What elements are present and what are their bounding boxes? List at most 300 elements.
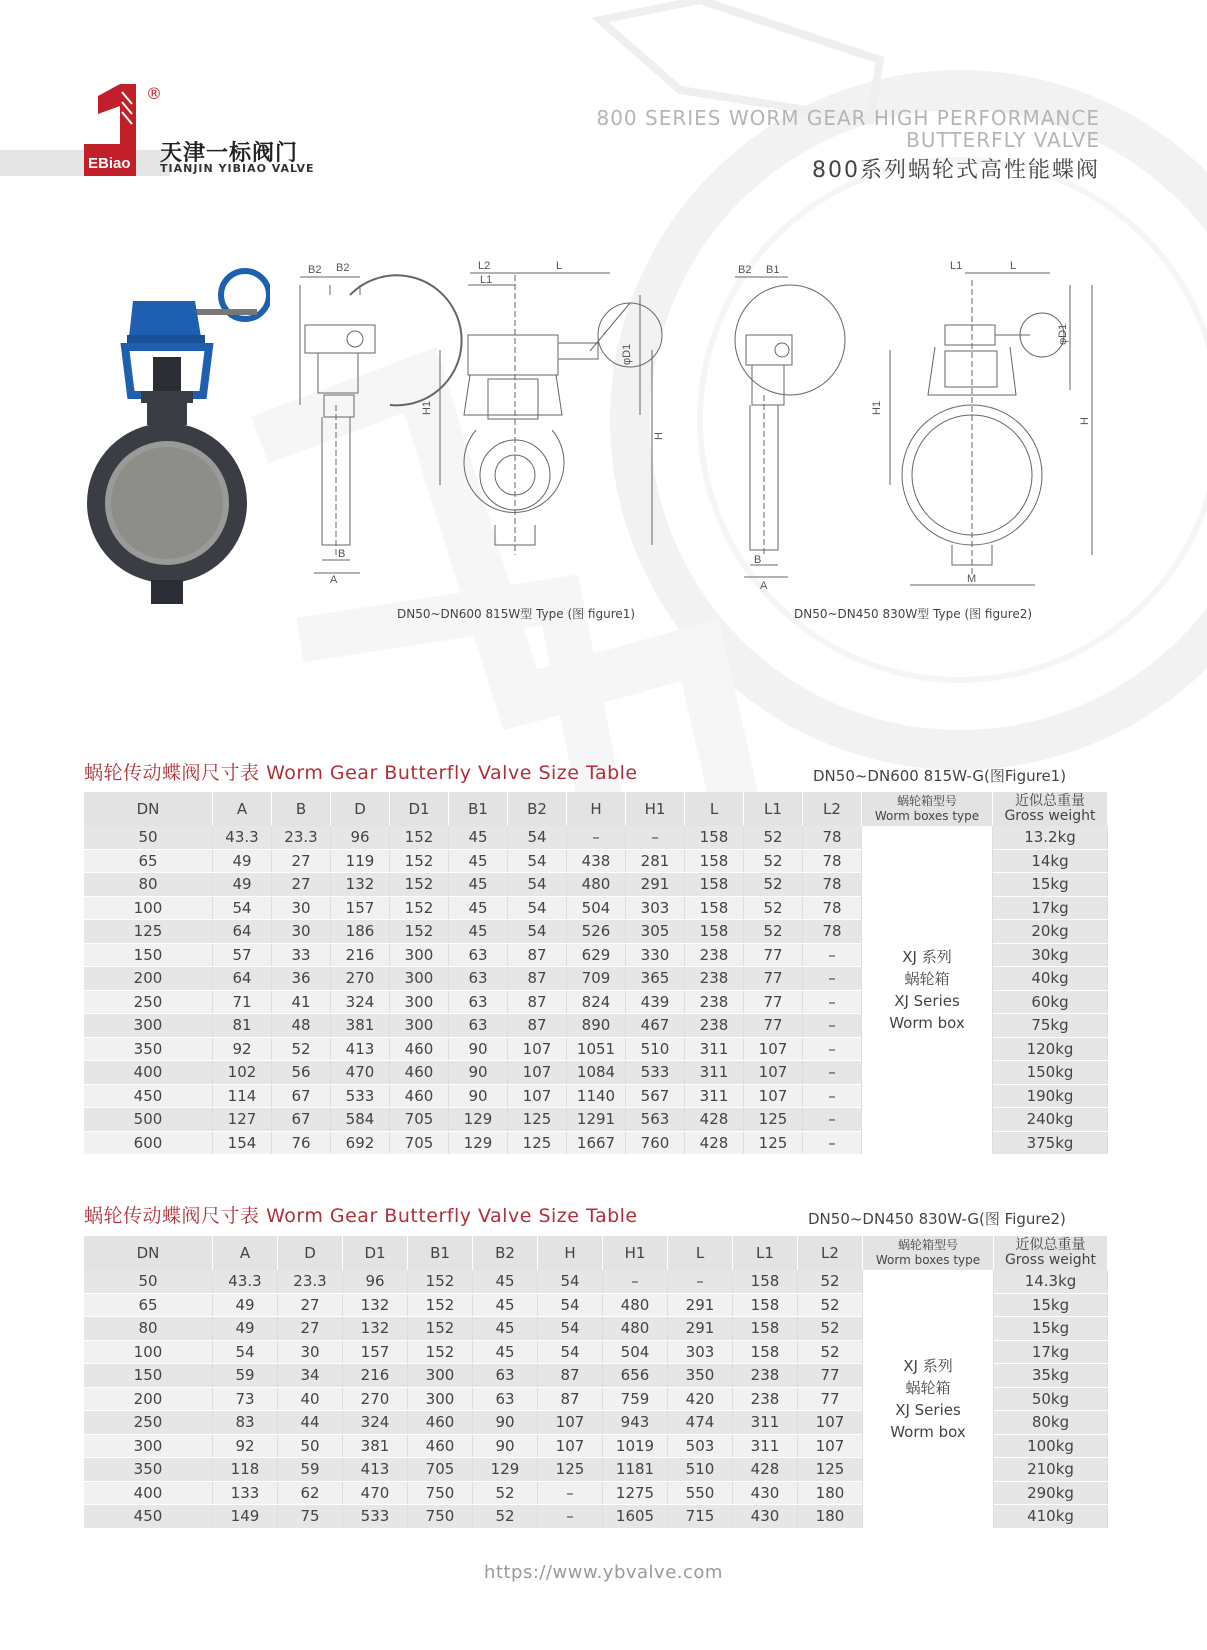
- table-cell: 381: [343, 1434, 408, 1458]
- table-cell: 291: [626, 873, 685, 897]
- weight-header-en: Gross weight: [1004, 808, 1096, 824]
- table-cell: 92: [213, 1434, 278, 1458]
- table-cell: 87: [538, 1364, 603, 1388]
- table-cell: 311: [733, 1434, 798, 1458]
- column-header: A: [213, 1236, 278, 1270]
- table-cell: 1181: [603, 1458, 668, 1482]
- column-header: DN: [84, 1236, 213, 1270]
- table-cell: 49: [213, 1293, 278, 1317]
- table-cell: 629: [567, 943, 626, 967]
- table-cell: 510: [626, 1037, 685, 1061]
- table-cell: 92: [213, 1037, 272, 1061]
- gross-weight-cell: 35kg: [994, 1364, 1108, 1388]
- table-cell: 1667: [567, 1131, 626, 1155]
- table-cell: 705: [390, 1108, 449, 1132]
- table-cell: 584: [331, 1108, 390, 1132]
- column-header: B1: [408, 1236, 473, 1270]
- company-name-cn: 天津一标阀门: [160, 141, 299, 166]
- table-cell: 300: [408, 1387, 473, 1411]
- gearbox-type-line: XJ Series: [895, 1400, 961, 1419]
- table-cell: 303: [668, 1340, 733, 1364]
- table-cell: 87: [508, 1014, 567, 1038]
- gross-weight-cell: 410kg: [994, 1505, 1108, 1529]
- table-cell: 430: [733, 1481, 798, 1505]
- table-cell: 460: [390, 1061, 449, 1085]
- table-cell: 311: [685, 1061, 744, 1085]
- table-cell: 80: [84, 873, 213, 897]
- logo-wordmark: EBiao: [88, 155, 131, 172]
- table-cell: 107: [508, 1084, 567, 1108]
- table-cell: 200: [84, 1387, 213, 1411]
- table-cell: 76: [272, 1131, 331, 1155]
- fig2-label-l: L: [1010, 260, 1017, 272]
- table-cell: –: [803, 1131, 862, 1155]
- fig2-label-b: B: [754, 554, 762, 566]
- table-cell: 430: [733, 1505, 798, 1529]
- table-cell: 890: [567, 1014, 626, 1038]
- table-cell: 52: [473, 1481, 538, 1505]
- table-cell: –: [803, 1108, 862, 1132]
- table-cell: 216: [331, 943, 390, 967]
- column-header: H1: [603, 1236, 668, 1270]
- table-cell: –: [803, 1061, 862, 1085]
- table-cell: 480: [603, 1293, 668, 1317]
- table-cell: 460: [390, 1084, 449, 1108]
- table-cell: 90: [449, 1084, 508, 1108]
- table-cell: 78: [803, 826, 862, 849]
- table-cell: 125: [508, 1131, 567, 1155]
- table-cell: 83: [213, 1411, 278, 1435]
- gross-weight-cell: 20kg: [993, 920, 1108, 944]
- table-cell: 125: [508, 1108, 567, 1132]
- valve-product-photo: [85, 265, 270, 620]
- table-cell: 503: [668, 1434, 733, 1458]
- table-cell: 54: [538, 1270, 603, 1293]
- table2-title: [84, 1201, 638, 1228]
- gross-weight-cell: 15kg: [994, 1317, 1108, 1341]
- table-cell: 54: [508, 896, 567, 920]
- column-header: A: [213, 792, 272, 826]
- table-cell: 158: [733, 1270, 798, 1293]
- table-cell: 300: [390, 967, 449, 991]
- table-cell: 413: [331, 1037, 390, 1061]
- table-cell: 127: [213, 1108, 272, 1132]
- table-cell: 36: [272, 967, 331, 991]
- table-cell: 600: [84, 1131, 213, 1155]
- gearbox-type-line: 蜗轮箱: [905, 1378, 951, 1397]
- table-cell: 152: [408, 1270, 473, 1293]
- table-cell: –: [803, 1084, 862, 1108]
- table-cell: 59: [213, 1364, 278, 1388]
- table-cell: 533: [626, 1061, 685, 1085]
- table-cell: 474: [668, 1411, 733, 1435]
- table-cell: 107: [744, 1061, 803, 1085]
- page-title-en-line2: BUTTERFLY VALVE: [906, 128, 1100, 152]
- table-cell: 30: [272, 896, 331, 920]
- table-cell: 54: [508, 826, 567, 849]
- table-cell: 150: [84, 1364, 213, 1388]
- table-cell: 81: [213, 1014, 272, 1038]
- table-cell: 311: [685, 1037, 744, 1061]
- column-header: B1: [449, 792, 508, 826]
- table-cell: 27: [278, 1317, 343, 1341]
- gearbox-header-cn: 蜗轮箱型号: [896, 794, 957, 808]
- table-cell: 152: [390, 849, 449, 873]
- gearbox-type-line: XJ Series: [894, 992, 960, 1010]
- gross-weight-cell: 14.3kg: [994, 1270, 1108, 1293]
- gross-weight-cell: 14kg: [993, 849, 1108, 873]
- table-cell: –: [567, 826, 626, 849]
- gross-weight-cell: 17kg: [994, 1340, 1108, 1364]
- table-cell: 311: [685, 1084, 744, 1108]
- table-cell: 1051: [567, 1037, 626, 1061]
- table-cell: 50: [84, 1270, 213, 1293]
- fig1-label-d1: φD1: [621, 343, 633, 365]
- table-cell: 413: [343, 1458, 408, 1482]
- table-cell: –: [538, 1481, 603, 1505]
- table-row: [84, 1270, 1108, 1293]
- table-cell: 50: [84, 826, 213, 849]
- table-cell: 67: [272, 1084, 331, 1108]
- table-cell: 300: [390, 990, 449, 1014]
- table-cell: 428: [685, 1131, 744, 1155]
- column-header: B2: [473, 1236, 538, 1270]
- table-cell: 34: [278, 1364, 343, 1388]
- table-cell: 54: [538, 1340, 603, 1364]
- table-cell: 64: [213, 967, 272, 991]
- page-title-cn: 800系列蜗轮式高性能蝶阀: [812, 158, 1100, 183]
- table-cell: –: [626, 826, 685, 849]
- fig2-label-b2: B2: [738, 264, 752, 276]
- table-cell: 125: [744, 1131, 803, 1155]
- table-cell: 504: [567, 896, 626, 920]
- table-cell: 450: [84, 1084, 213, 1108]
- table-cell: 52: [798, 1293, 863, 1317]
- gross-weight-cell: 13.2kg: [993, 826, 1108, 849]
- table-cell: 656: [603, 1364, 668, 1388]
- table-cell: 300: [390, 943, 449, 967]
- table-cell: 52: [798, 1317, 863, 1341]
- table-cell: 30: [272, 920, 331, 944]
- table-cell: 96: [331, 826, 390, 849]
- table-cell: –: [803, 943, 862, 967]
- column-header: L: [685, 792, 744, 826]
- table-cell: 77: [744, 990, 803, 1014]
- table-cell: 550: [668, 1481, 733, 1505]
- table-cell: 311: [733, 1411, 798, 1435]
- table1-subtitle: DN50~DN600 815W-G(图Figure1): [813, 767, 1067, 785]
- table-cell: 63: [473, 1387, 538, 1411]
- table-cell: 107: [798, 1411, 863, 1435]
- table-cell: 439: [626, 990, 685, 1014]
- table-cell: 291: [668, 1317, 733, 1341]
- table-cell: 100: [84, 1340, 213, 1364]
- table-cell: 49: [213, 873, 272, 897]
- gearbox-header-cn: 蜗轮箱型号: [897, 1238, 958, 1252]
- column-header-weight: [993, 792, 1108, 826]
- column-header: L1: [744, 792, 803, 826]
- table-cell: 460: [408, 1434, 473, 1458]
- table-cell: –: [803, 990, 862, 1014]
- table-cell: 54: [538, 1317, 603, 1341]
- table-cell: 90: [449, 1037, 508, 1061]
- table-cell: 158: [733, 1317, 798, 1341]
- table-cell: 43.3: [213, 1270, 278, 1293]
- fig2-label-d1: φD1: [1057, 323, 1069, 345]
- table-cell: 96: [343, 1270, 408, 1293]
- fig2-label-b1: B1: [766, 264, 780, 276]
- gross-weight-cell: 120kg: [993, 1037, 1108, 1061]
- table-cell: 49: [213, 1317, 278, 1341]
- gearbox-type-line: Worm box: [890, 1422, 966, 1441]
- table-cell: 78: [803, 896, 862, 920]
- table-cell: 350: [84, 1458, 213, 1482]
- table-cell: 75: [278, 1505, 343, 1529]
- figure1-drawing: [290, 255, 670, 585]
- table-cell: 27: [272, 849, 331, 873]
- table-cell: 158: [685, 849, 744, 873]
- table-cell: 45: [473, 1270, 538, 1293]
- table-cell: 45: [449, 873, 508, 897]
- registered-mark: ®: [146, 84, 162, 103]
- table-cell: 125: [538, 1458, 603, 1482]
- table-cell: 65: [84, 1293, 213, 1317]
- table-cell: 158: [733, 1293, 798, 1317]
- column-header: D1: [343, 1236, 408, 1270]
- table-cell: 41: [272, 990, 331, 1014]
- table-cell: 467: [626, 1014, 685, 1038]
- weight-header-en: Gross weight: [1004, 1252, 1097, 1268]
- table-cell: 45: [449, 920, 508, 944]
- table-cell: 114: [213, 1084, 272, 1108]
- table-cell: 300: [84, 1434, 213, 1458]
- column-header: D1: [390, 792, 449, 826]
- gearbox-type-cell: [863, 1270, 994, 1528]
- table-cell: 250: [84, 990, 213, 1014]
- table-cell: 480: [567, 873, 626, 897]
- table-cell: 57: [213, 943, 272, 967]
- table-cell: 250: [84, 1411, 213, 1435]
- table-cell: 400: [84, 1481, 213, 1505]
- table-cell: 133: [213, 1481, 278, 1505]
- table-cell: 238: [685, 967, 744, 991]
- column-header: L2: [803, 792, 862, 826]
- table-cell: 238: [685, 943, 744, 967]
- table-cell: 158: [685, 920, 744, 944]
- table-cell: 324: [331, 990, 390, 1014]
- column-header: L: [668, 1236, 733, 1270]
- table-cell: 56: [272, 1061, 331, 1085]
- table-cell: 438: [567, 849, 626, 873]
- fig1-label-a: A: [330, 574, 338, 585]
- figure2-drawing: [730, 255, 1110, 595]
- table-cell: 63: [449, 967, 508, 991]
- fig1-label-l1: L1: [480, 274, 493, 286]
- table-cell: 180: [798, 1505, 863, 1529]
- table-cell: 107: [744, 1037, 803, 1061]
- table-header-row: [84, 1236, 1108, 1270]
- table-cell: 460: [390, 1037, 449, 1061]
- table-cell: 350: [84, 1037, 213, 1061]
- column-header: H1: [626, 792, 685, 826]
- table-cell: 33: [272, 943, 331, 967]
- table-cell: 48: [272, 1014, 331, 1038]
- gross-weight-cell: 50kg: [994, 1387, 1108, 1411]
- gross-weight-cell: 15kg: [994, 1293, 1108, 1317]
- table-cell: 77: [798, 1387, 863, 1411]
- table-cell: 291: [668, 1293, 733, 1317]
- table-cell: 152: [408, 1340, 473, 1364]
- table-cell: 40: [278, 1387, 343, 1411]
- table-cell: 1275: [603, 1481, 668, 1505]
- column-header: D: [331, 792, 390, 826]
- size-table-830w: [84, 1236, 1108, 1529]
- table-cell: 27: [278, 1293, 343, 1317]
- table-cell: 300: [408, 1364, 473, 1388]
- table-cell: 428: [733, 1458, 798, 1482]
- table-cell: 760: [626, 1131, 685, 1155]
- table2-title-cn: 蜗轮传动蝶阀尺寸表: [84, 1205, 260, 1227]
- table-cell: 107: [798, 1434, 863, 1458]
- table-cell: 90: [473, 1411, 538, 1435]
- table-cell: 63: [473, 1364, 538, 1388]
- column-header: H: [538, 1236, 603, 1270]
- table-cell: 943: [603, 1411, 668, 1435]
- column-header-weight: [994, 1236, 1108, 1270]
- table-cell: 1140: [567, 1084, 626, 1108]
- table-cell: 305: [626, 920, 685, 944]
- table-cell: 90: [473, 1434, 538, 1458]
- table-cell: 158: [685, 826, 744, 849]
- table-cell: 270: [331, 967, 390, 991]
- table-cell: –: [603, 1270, 668, 1293]
- table-cell: 45: [473, 1293, 538, 1317]
- table-cell: 125: [744, 1108, 803, 1132]
- column-header: B2: [508, 792, 567, 826]
- size-table-815w: [84, 792, 1108, 1155]
- table-cell: 420: [668, 1387, 733, 1411]
- table-cell: 107: [538, 1411, 603, 1435]
- page-title-en-line1: 800 SERIES WORM GEAR HIGH PERFORMANCE: [596, 106, 1100, 130]
- table-cell: 45: [473, 1340, 538, 1364]
- column-header: L2: [798, 1236, 863, 1270]
- table-cell: 480: [603, 1317, 668, 1341]
- weight-header-cn: 近似总重量: [1015, 1237, 1086, 1253]
- fig2-label-h1: H1: [871, 400, 883, 415]
- table-cell: 63: [449, 990, 508, 1014]
- table-cell: 1605: [603, 1505, 668, 1529]
- table-cell: 715: [668, 1505, 733, 1529]
- table-cell: –: [803, 1037, 862, 1061]
- table-cell: 62: [278, 1481, 343, 1505]
- fig1-label-b: B: [338, 548, 346, 560]
- table-cell: 400: [84, 1061, 213, 1085]
- table-cell: 54: [213, 1340, 278, 1364]
- table-cell: 52: [744, 849, 803, 873]
- table-cell: 129: [449, 1108, 508, 1132]
- table-cell: 129: [449, 1131, 508, 1155]
- table-cell: 52: [272, 1037, 331, 1061]
- gross-weight-cell: 40kg: [993, 967, 1108, 991]
- table-cell: 78: [803, 849, 862, 873]
- table-cell: 54: [213, 896, 272, 920]
- gearbox-header-en: Worm boxes type: [874, 809, 980, 823]
- table-cell: 381: [331, 1014, 390, 1038]
- figure2-caption: DN50~DN450 830W型 Type (图 figure2): [794, 607, 1033, 621]
- table-cell: 709: [567, 967, 626, 991]
- table-cell: 132: [343, 1293, 408, 1317]
- table-cell: 107: [508, 1037, 567, 1061]
- table-cell: 1019: [603, 1434, 668, 1458]
- table-cell: 102: [213, 1061, 272, 1085]
- table1-title-en: Worm Gear Butterfly Valve Size Table: [266, 762, 638, 784]
- table-cell: 77: [744, 943, 803, 967]
- table-cell: 365: [626, 967, 685, 991]
- table-cell: 107: [508, 1061, 567, 1085]
- table-cell: 52: [798, 1270, 863, 1293]
- table-cell: 504: [603, 1340, 668, 1364]
- figure1-caption: DN50~DN600 815W型 Type (图 figure1): [397, 607, 636, 621]
- column-header-gearbox: [862, 792, 993, 826]
- table-cell: 23.3: [278, 1270, 343, 1293]
- table-cell: 157: [343, 1340, 408, 1364]
- table-cell: 100: [84, 896, 213, 920]
- gearbox-type-line: XJ 系列: [903, 1356, 953, 1375]
- table-cell: 533: [343, 1505, 408, 1529]
- table-cell: 692: [331, 1131, 390, 1155]
- fig1-label-b1: B2: [336, 262, 350, 274]
- table-cell: 87: [508, 943, 567, 967]
- table-cell: 300: [390, 1014, 449, 1038]
- table-cell: 500: [84, 1108, 213, 1132]
- table-cell: 158: [685, 873, 744, 897]
- gearbox-header-en: Worm boxes type: [875, 1253, 981, 1267]
- ebiao-logo-icon: [84, 84, 136, 176]
- table-cell: 67: [272, 1108, 331, 1132]
- table-cell: 180: [798, 1481, 863, 1505]
- footer-website-url[interactable]: https://www.ybvalve.com: [484, 1562, 723, 1583]
- table-cell: 1291: [567, 1108, 626, 1132]
- table-cell: 152: [390, 826, 449, 849]
- table-cell: 132: [343, 1317, 408, 1341]
- table-cell: 460: [408, 1411, 473, 1435]
- table-cell: 107: [538, 1434, 603, 1458]
- table-cell: 563: [626, 1108, 685, 1132]
- table1-title: [84, 758, 638, 785]
- table-cell: 63: [449, 943, 508, 967]
- table-cell: 510: [668, 1458, 733, 1482]
- table-cell: 303: [626, 896, 685, 920]
- table-cell: 50: [278, 1434, 343, 1458]
- fig1-label-b2: B2: [308, 264, 322, 276]
- table-cell: 125: [84, 920, 213, 944]
- table-cell: 52: [744, 826, 803, 849]
- table-cell: 152: [390, 896, 449, 920]
- table-cell: –: [803, 967, 862, 991]
- gross-weight-cell: 15kg: [993, 873, 1108, 897]
- table-cell: 54: [508, 920, 567, 944]
- table-cell: 152: [390, 920, 449, 944]
- company-name-en: TIANJIN YIBIAO VALVE: [160, 162, 315, 175]
- table-cell: 118: [213, 1458, 278, 1482]
- gross-weight-cell: 290kg: [994, 1481, 1108, 1505]
- fig1-label-l2: L2: [478, 260, 491, 272]
- table-cell: 238: [733, 1387, 798, 1411]
- table-cell: 54: [508, 873, 567, 897]
- table-cell: 63: [449, 1014, 508, 1038]
- table-cell: 43.3: [213, 826, 272, 849]
- gearbox-type-cell: [862, 826, 993, 1155]
